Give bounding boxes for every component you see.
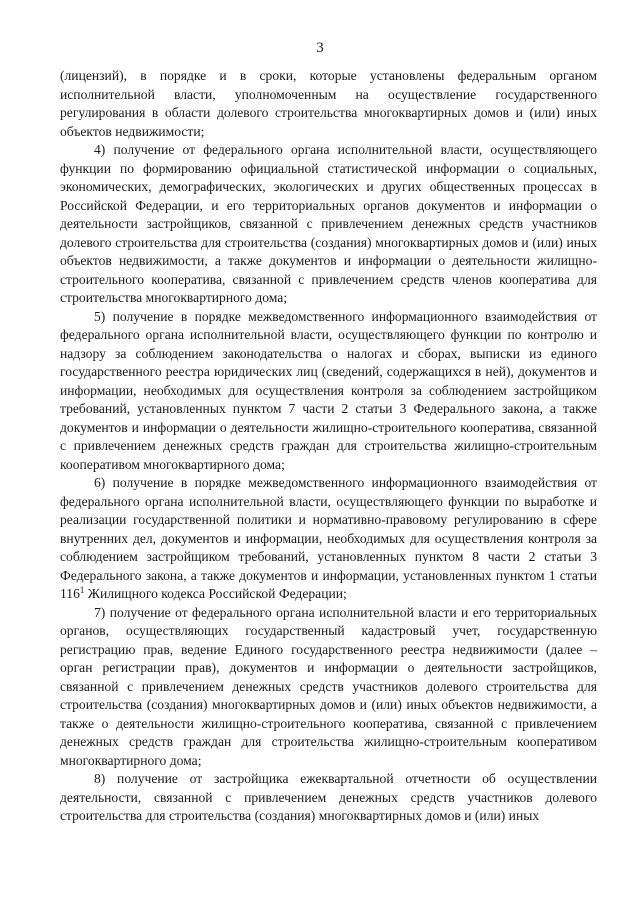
paragraph-item-6: [60, 474, 597, 604]
paragraph-item-5: 5) получение в порядке межведомственного информационного взаимодействия от федерального органа исполнительной власти, осуществляющего функции по контролю и надзору за соблюдением законодательства о налогах и сборах, выписки из единого государственного реестра юридических лиц (сведений, содержащихся в ней), документов и информации, необходимых для осуществления контроля за соблюдением застройщиком требований, установленных пунктом 7 части 2 статьи 3 Федерального закона, а также документов и информации о деятельности жилищно-строительного кооператива, связанной с привлечением денежных средств граждан для строительства жилищно-строительным кооперативом многоквартирного дома;: [60, 308, 597, 472]
document-body: [60, 67, 597, 826]
paragraph-item-7: 7) получение от федерального органа исполнительной власти и его территориальных органов, осуществляющих государственный кадастровый учет, государственную регистрацию прав, ведение Единого государственного реестра недвижимости (далее – орган регистрации прав), документов и информации о деятельности застройщиков, связанной с привлечением денежных средств участников долевого строительства для строительства (создания) многоквартирных домов и (или) иных объектов недвижимости, а также о деятельности жилищно-строительного кооператива, связанной с привлечением денежных средств граждан для строительства жилищно-строительным кооперативом многоквартирного дома;: [60, 604, 597, 768]
superscript-marker: 1: [79, 585, 85, 595]
paragraph-item-4: 4) получение от федерального органа исполнительной власти, осуществляющего функции по формированию официальной статистической информации о социальных, экономических, демографических, экологических и других общественных процессах в Российской Федерации, и его территориальных органов документов и информации о деятельности застройщиков, связанной с привлечением денежных средств участников долевого строительства для строительства (создания) многоквартирных домов и (или) иных объектов недвижимости, а также документов и информации о деятельности жилищно-строительного кооператива, связанной с привлечением средств членов кооператива для строительства многоквартирного дома;: [60, 142, 597, 305]
paragraph-item-8: 8) получение от застройщика ежеквартальной отчетности об осуществлении деятельности, связанной с привлечением денежных средств участников долевого строительства для строительства (создания) многоквартирных домов и (или) иных: [60, 771, 597, 823]
paragraph-continuation: (лицензий), в порядке и в сроки, которые установлены федеральным органом исполнительной власти, уполномоченным на осуществление государственного регулирования в области долевого строительства многоквартирных домов и (или) иных объектов недвижимости;: [60, 68, 597, 139]
paragraph-item-6-text: 6) получение в порядке межведомственного информационного взаимодействия от федерального органа исполнительной власти, осуществляющего функции по выработке и реализации государственной политики и нормативно-правовому регулированию в сфере внутренних дел, документов и информации, необходимых для осуществления контроля за соблюдением застройщиком требований, установленных пунктом 8 части 2 статьи 3 Федерального закона, а также документов и информации, установленных пунктом 1 статьи 116: [60, 475, 597, 601]
page-number: 3: [316, 40, 324, 56]
paragraph-item-6-tail: Жилищного кодекса Российской Федерации;: [84, 586, 347, 601]
